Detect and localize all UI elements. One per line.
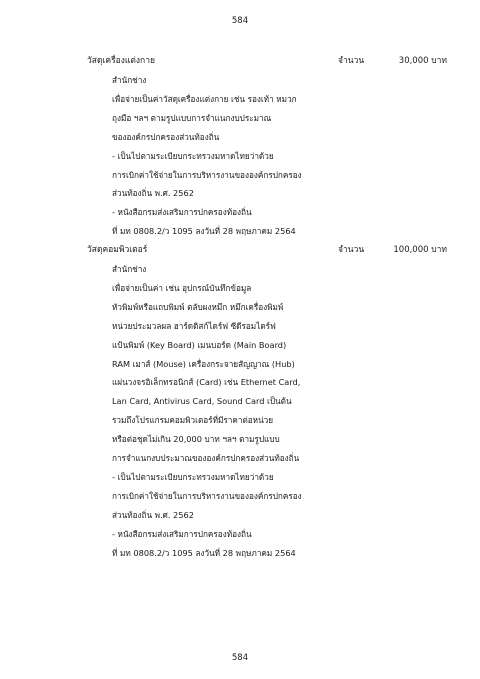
description-line: - หนังสือกรมส่งเสริมการปกครองท้องถิ่น [112, 528, 252, 539]
description-line: - เป็นไปตามระเบียบกระทรวงมหาดไทยว่าด้วย [112, 150, 274, 161]
description-line: การเบิกค่าใช้จ่ายในการบริหารงานขององค์กรปกครอง [112, 490, 302, 501]
description-line: ถุงมือ ฯลฯ ตามรูปแบบการจำแนกงบประมาณ [112, 112, 272, 123]
description-line: สำนักช่าง [112, 264, 147, 274]
quantity-label: จำนวน [338, 245, 365, 255]
description-line: การเบิกค่าใช้จ่ายในการบริหารงานขององค์กรปกครอง [112, 169, 302, 180]
budget-item-header [87, 53, 447, 69]
description-line: - หนังสือกรมส่งเสริมการปกครองท้องถิ่น [112, 207, 252, 218]
budget-item-description [112, 71, 447, 241]
description-line: หน่วยประมวลผล ฮาร์ดดิสก์ไดร์ฟ ซีดีรอมไดร์ฟ [112, 320, 276, 331]
description-line: ขององค์กรปกครองส่วนท้องถิ่น [112, 131, 220, 142]
description-line: ที่ มท 0808.2/ว 1095 ลงวันที่ 28 พฤษภาคม 2564 [112, 226, 296, 237]
description-line: หรือต่อชุดไม่เกิน 20,000 บาท ฯลฯ ตามรูปแบบ [112, 434, 280, 445]
budget-item-title: วัสดุคอมพิวเตอร์ [87, 245, 148, 255]
description-line: ที่ มท 0808.2/ว 1095 ลงวันที่ 28 พฤษภาคม 2564 [112, 547, 296, 558]
description-line: Lan Card, Antivirus Card, Sound Card เป็นต้น [112, 396, 292, 407]
description-line: สำนักช่าง [112, 75, 147, 85]
description-line: ส่วนท้องถิ่น พ.ศ. 2562 [112, 188, 194, 199]
description-line: RAM เมาส์ (Mouse) เครื่องกระจายสัญญาณ (Hub) [112, 358, 295, 369]
budget-amount: 100,000 บาท [393, 245, 447, 255]
description-line: แป้นพิมพ์ (Key Board) เมนบอร์ด (Main Board) [112, 339, 287, 350]
description-line: เพื่อจ่ายเป็นค่าวัสดุเครื่องแต่งกาย เช่น รองเท้า หมวก [112, 93, 297, 104]
budget-item-header [87, 242, 447, 258]
budget-item [87, 53, 447, 241]
budget-item-description [112, 260, 447, 563]
description-line: แผ่นวงจรอิเล็กทรอนิกส์ (Card) เช่น Ethernet Card, [112, 377, 301, 388]
page-number-bottom: 584 [231, 653, 249, 663]
budget-item-title: วัสดุเครื่องแต่งกาย [87, 56, 155, 66]
description-line: การจำแนกงบประมาณขององค์กรปกครองส่วนท้องถิ่น [112, 453, 300, 464]
description-line: หัวพิมพ์หรือแถบพิมพ์ ตลับผงหมึก หมึกเครื่องพิมพ์ [112, 301, 284, 312]
quantity-label: จำนวน [338, 56, 365, 66]
budget-item [87, 242, 447, 563]
budget-amount: 30,000 บาท [398, 56, 447, 66]
description-line: เพื่อจ่ายเป็นค่า เช่น อุปกรณ์บันทึกข้อมูล [112, 282, 252, 293]
description-line: - เป็นไปตามระเบียบกระทรวงมหาดไทยว่าด้วย [112, 471, 274, 482]
page-number-top: 584 [231, 16, 249, 26]
description-line: รวมถึงโปรแกรมคอมพิวเตอร์ที่มีราคาต่อหน่วย [112, 415, 274, 426]
description-line: ส่วนท้องถิ่น พ.ศ. 2562 [112, 509, 194, 520]
